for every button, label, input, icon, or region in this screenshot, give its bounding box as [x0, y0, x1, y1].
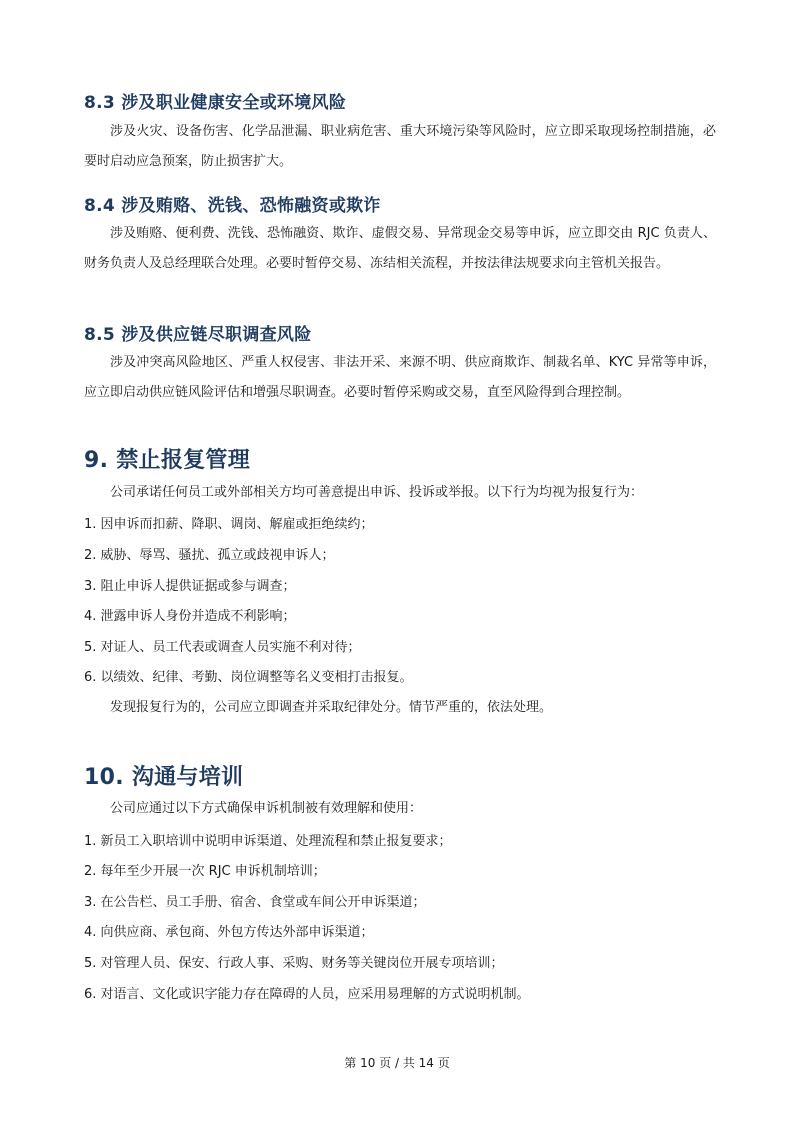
list-item: 2. 威胁、辱骂、骚扰、孤立或歧视申诉人； — [84, 548, 335, 563]
section-body-8-4: 涉及贿赂、便利费、洗钱、恐怖融资、欺诈、虚假交易、异常现金交易等申诉，应立即交由 RJC 负责人、财务负责人及总经理联合处理。必要时暂停交易、冻结相关流程，并按法律法规要求向主管机关报告。 — [84, 226, 716, 271]
section-body-8-3: 涉及火灾、设备伤害、化学品泄漏、职业病危害、重大环境污染等风险时，应立即采取现场控制措施，必要时启动应急预案，防止损害扩大。 — [84, 124, 716, 169]
section-body-8-5: 涉及冲突高风险地区、严重人权侵害、非法开采、来源不明、供应商欺诈、制裁名单、KYC 异常等申诉，应立即启动供应链风险评估和增强尽职调查。必要时暂停采购或交易，直至风险得到合理控制。 — [84, 355, 716, 400]
list-item: 1. 因申诉而扣薪、降职、调岗、解雇或拒绝续约； — [84, 517, 374, 532]
list-item: 3. 在公告栏、员工手册、宿舍、食堂或车间公开申诉渠道； — [84, 895, 426, 910]
section-heading-8-4: 8.4 涉及贿赂、洗钱、恐怖融资或欺诈 — [84, 196, 381, 216]
list-item: 5. 对管理人员、保安、行政人事、采购、财务等关键岗位开展专项培训； — [84, 956, 504, 971]
list-item: 4. 泄露申诉人身份并造成不利影响； — [84, 609, 296, 624]
list-item: 6. 以绩效、纪律、考勤、岗位调整等名义变相打击报复。 — [84, 670, 413, 685]
page-number-footer: 第 10 页 / 共 14 页 — [344, 1056, 450, 1070]
section-intro-9: 公司承诺任何员工或外部相关方均可善意提出申诉、投诉或举报。以下行为均视为报复行为： — [110, 485, 644, 500]
section-closing-9: 发现报复行为的，公司应立即调查并采取纪律处分。情节严重的，依法处理。 — [110, 700, 553, 715]
list-item: 2. 每年至少开展一次 RJC 申诉机制培训； — [84, 864, 326, 879]
list-item: 1. 新员工入职培训中说明申诉渠道、处理流程和禁止报复要求； — [84, 834, 452, 849]
section-heading-9: 9. 禁止报复管理 — [84, 448, 251, 473]
section-heading-8-5: 8.5 涉及供应链尽职调查风险 — [84, 325, 312, 345]
section-heading-10: 10. 沟通与培训 — [84, 765, 244, 790]
section-heading-8-3: 8.3 涉及职业健康安全或环境风险 — [84, 93, 347, 113]
list-item: 4. 向供应商、承包商、外包方传达外部申诉渠道； — [84, 925, 374, 940]
list-item: 5. 对证人、员工代表或调查人员实施不利对待； — [84, 640, 361, 655]
list-item: 6. 对语言、文化或识字能力存在障碍的人员，应采用易理解的方式说明机制。 — [84, 987, 530, 1002]
list-item: 3. 阻止申诉人提供证据或参与调查； — [84, 579, 296, 594]
section-intro-10: 公司应通过以下方式确保申诉机制被有效理解和使用： — [110, 801, 423, 816]
